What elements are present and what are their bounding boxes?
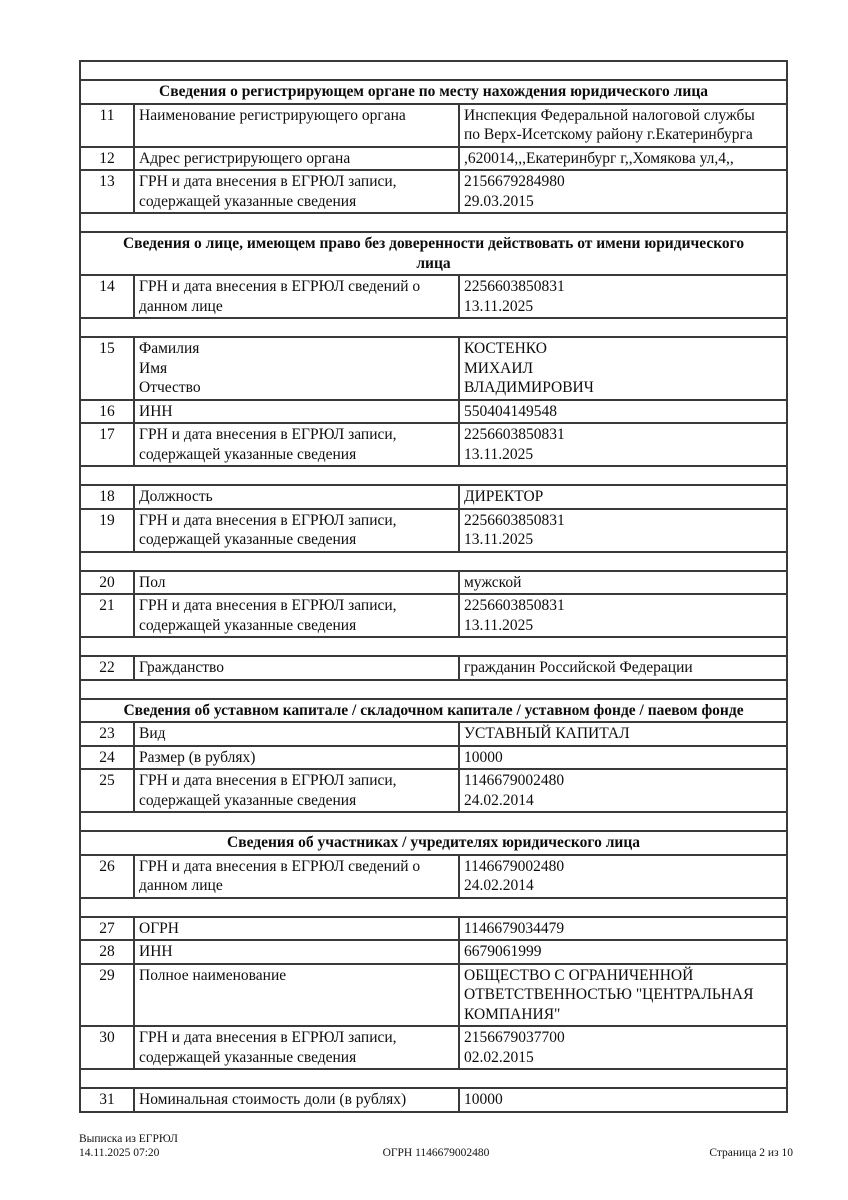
spacer-row bbox=[80, 61, 787, 80]
row-label-cell: Полное наименование bbox=[134, 964, 459, 1027]
row-value-cell: 2256603850831 13.11.2025 bbox=[459, 594, 787, 637]
table-row bbox=[80, 769, 787, 812]
row-number-cell: 16 bbox=[80, 400, 134, 424]
spacer-cell bbox=[80, 1069, 787, 1088]
row-value-cell: 2256603850831 13.11.2025 bbox=[459, 509, 787, 552]
row-value-cell: 1146679034479 bbox=[459, 917, 787, 941]
row-number-cell: 30 bbox=[80, 1026, 134, 1069]
row-label-cell: Размер (в рублях) bbox=[134, 746, 459, 770]
table-row bbox=[80, 594, 787, 637]
row-value-cell: ОБЩЕСТВО С ОГРАНИЧЕННОЙ ОТВЕТСТВЕННОСТЬЮ "ЦЕНТРАЛЬНАЯ КОМПАНИЯ" bbox=[459, 964, 787, 1027]
row-label-cell: ГРН и дата внесения в ЕГРЮЛ сведений о данном лице bbox=[134, 855, 459, 898]
section-header-row bbox=[80, 831, 787, 855]
row-value-cell: гражданин Российской Федерации bbox=[459, 656, 787, 680]
row-value-cell: ,620014,,,Екатеринбург г,,Хомякова ул,4,, bbox=[459, 147, 787, 171]
table-row bbox=[80, 571, 787, 595]
row-label-cell: ГРН и дата внесения в ЕГРЮЛ записи, содержащей указанные сведения bbox=[134, 170, 459, 213]
row-value-cell: мужской bbox=[459, 571, 787, 595]
footer-ogrn: ОГРН 1146679002480 bbox=[382, 1146, 490, 1159]
row-number-cell: 20 bbox=[80, 571, 134, 595]
section-header: Сведения о регистрирующем органе по месту нахождения юридического лица bbox=[80, 80, 787, 104]
row-label-cell: ГРН и дата внесения в ЕГРЮЛ записи, содержащей указанные сведения bbox=[134, 423, 459, 466]
table-row bbox=[80, 147, 787, 171]
row-number-cell: 27 bbox=[80, 917, 134, 941]
table-row bbox=[80, 423, 787, 466]
row-number-cell: 15 bbox=[80, 337, 134, 400]
spacer-cell bbox=[80, 318, 787, 337]
row-number-cell: 23 bbox=[80, 722, 134, 746]
row-label-cell: Гражданство bbox=[134, 656, 459, 680]
spacer-row bbox=[80, 680, 787, 699]
table-row bbox=[80, 509, 787, 552]
row-label-cell: Адрес регистрирующего органа bbox=[134, 147, 459, 171]
row-number-cell: 28 bbox=[80, 940, 134, 964]
row-label-cell: ГРН и дата внесения в ЕГРЮЛ записи, содержащей указанные сведения bbox=[134, 769, 459, 812]
spacer-row bbox=[80, 812, 787, 831]
table-row bbox=[80, 104, 787, 147]
row-number-cell: 17 bbox=[80, 423, 134, 466]
row-number-cell: 31 bbox=[80, 1088, 134, 1112]
row-value-cell: УСТАВНЫЙ КАПИТАЛ bbox=[459, 722, 787, 746]
row-value-cell: 10000 bbox=[459, 746, 787, 770]
page-footer bbox=[79, 1133, 793, 1160]
spacer-cell bbox=[80, 898, 787, 917]
spacer-row bbox=[80, 552, 787, 571]
section-header-row bbox=[80, 699, 787, 723]
row-value-cell: 1146679002480 24.02.2014 bbox=[459, 769, 787, 812]
table-row bbox=[80, 964, 787, 1027]
table-row bbox=[80, 1088, 787, 1112]
row-value-cell: 2256603850831 13.11.2025 bbox=[459, 275, 787, 318]
row-value-cell: 2256603850831 13.11.2025 bbox=[459, 423, 787, 466]
spacer-cell bbox=[80, 680, 787, 699]
row-value-cell: 2156679037700 02.02.2015 bbox=[459, 1026, 787, 1069]
section-header: Сведения об участниках / учредителях юридического лица bbox=[80, 831, 787, 855]
spacer-row bbox=[80, 1069, 787, 1088]
spacer-row bbox=[80, 213, 787, 232]
spacer-row bbox=[80, 466, 787, 485]
table-row bbox=[80, 746, 787, 770]
row-label-cell: ГРН и дата внесения в ЕГРЮЛ записи, содержащей указанные сведения bbox=[134, 509, 459, 552]
row-number-cell: 14 bbox=[80, 275, 134, 318]
spacer-cell bbox=[80, 812, 787, 831]
row-number-cell: 12 bbox=[80, 147, 134, 171]
section-header-row bbox=[80, 232, 787, 275]
row-value-cell: 6679061999 bbox=[459, 940, 787, 964]
footer-datetime: 14.11.2025 07:20 bbox=[79, 1146, 160, 1159]
table-row bbox=[80, 170, 787, 213]
row-label-cell: Должность bbox=[134, 485, 459, 509]
spacer-row bbox=[80, 318, 787, 337]
row-number-cell: 18 bbox=[80, 485, 134, 509]
row-label-cell: Пол bbox=[134, 571, 459, 595]
row-number-cell: 21 bbox=[80, 594, 134, 637]
row-label-cell: Номинальная стоимость доли (в рублях) bbox=[134, 1088, 459, 1112]
spacer-cell bbox=[80, 213, 787, 232]
row-label-cell: Наименование регистрирующего органа bbox=[134, 104, 459, 147]
row-label-cell: ИНН bbox=[134, 940, 459, 964]
row-label-cell: Фамилия Имя Отчество bbox=[134, 337, 459, 400]
spacer-cell bbox=[80, 552, 787, 571]
row-number-cell: 29 bbox=[80, 964, 134, 1027]
row-label-cell: ОГРН bbox=[134, 917, 459, 941]
section-header: Сведения о лице, имеющем право без доверенности действовать от имени юридического лица bbox=[80, 232, 787, 275]
row-value-cell: Инспекция Федеральной налоговой службы по Верх-Исетскому району г.Екатеринбурга bbox=[459, 104, 787, 147]
row-number-cell: 26 bbox=[80, 855, 134, 898]
spacer-cell bbox=[80, 466, 787, 485]
row-value-cell: ДИРЕКТОР bbox=[459, 485, 787, 509]
row-number-cell: 19 bbox=[80, 509, 134, 552]
spacer-cell bbox=[80, 637, 787, 656]
row-number-cell: 25 bbox=[80, 769, 134, 812]
row-number-cell: 11 bbox=[80, 104, 134, 147]
row-label-cell: ГРН и дата внесения в ЕГРЮЛ записи, содержащей указанные сведения bbox=[134, 594, 459, 637]
table-row bbox=[80, 855, 787, 898]
row-number-cell: 22 bbox=[80, 656, 134, 680]
row-value-cell: КОСТЕНКО МИХАИЛ ВЛАДИМИРОВИЧ bbox=[459, 337, 787, 400]
egrul-table-body bbox=[80, 61, 787, 1112]
table-row bbox=[80, 485, 787, 509]
table-row bbox=[80, 400, 787, 424]
table-row bbox=[80, 917, 787, 941]
row-number-cell: 24 bbox=[80, 746, 134, 770]
section-header: Сведения об уставном капитале / складочном капитале / уставном фонде / паевом фонде bbox=[80, 699, 787, 723]
row-label-cell: ГРН и дата внесения в ЕГРЮЛ сведений о данном лице bbox=[134, 275, 459, 318]
table-row bbox=[80, 940, 787, 964]
spacer-cell bbox=[80, 61, 787, 80]
row-label-cell: Вид bbox=[134, 722, 459, 746]
row-value-cell: 1146679002480 24.02.2014 bbox=[459, 855, 787, 898]
section-header-row bbox=[80, 80, 787, 104]
row-number-cell: 13 bbox=[80, 170, 134, 213]
row-value-cell: 550404149548 bbox=[459, 400, 787, 424]
row-value-cell: 2156679284980 29.03.2015 bbox=[459, 170, 787, 213]
egrul-table bbox=[79, 60, 788, 1113]
spacer-row bbox=[80, 898, 787, 917]
table-row bbox=[80, 722, 787, 746]
row-label-cell: ИНН bbox=[134, 400, 459, 424]
row-value-cell: 10000 bbox=[459, 1088, 787, 1112]
table-row bbox=[80, 656, 787, 680]
table-row bbox=[80, 1026, 787, 1069]
table-row bbox=[80, 337, 787, 400]
footer-extract-title: Выписка из ЕГРЮЛ bbox=[79, 1133, 178, 1145]
table-row bbox=[80, 275, 787, 318]
footer-left-block bbox=[79, 1133, 317, 1160]
row-label-cell: ГРН и дата внесения в ЕГРЮЛ записи, содержащей указанные сведения bbox=[134, 1026, 459, 1069]
footer-page-number: Страница 2 из 10 bbox=[709, 1146, 793, 1159]
spacer-row bbox=[80, 637, 787, 656]
